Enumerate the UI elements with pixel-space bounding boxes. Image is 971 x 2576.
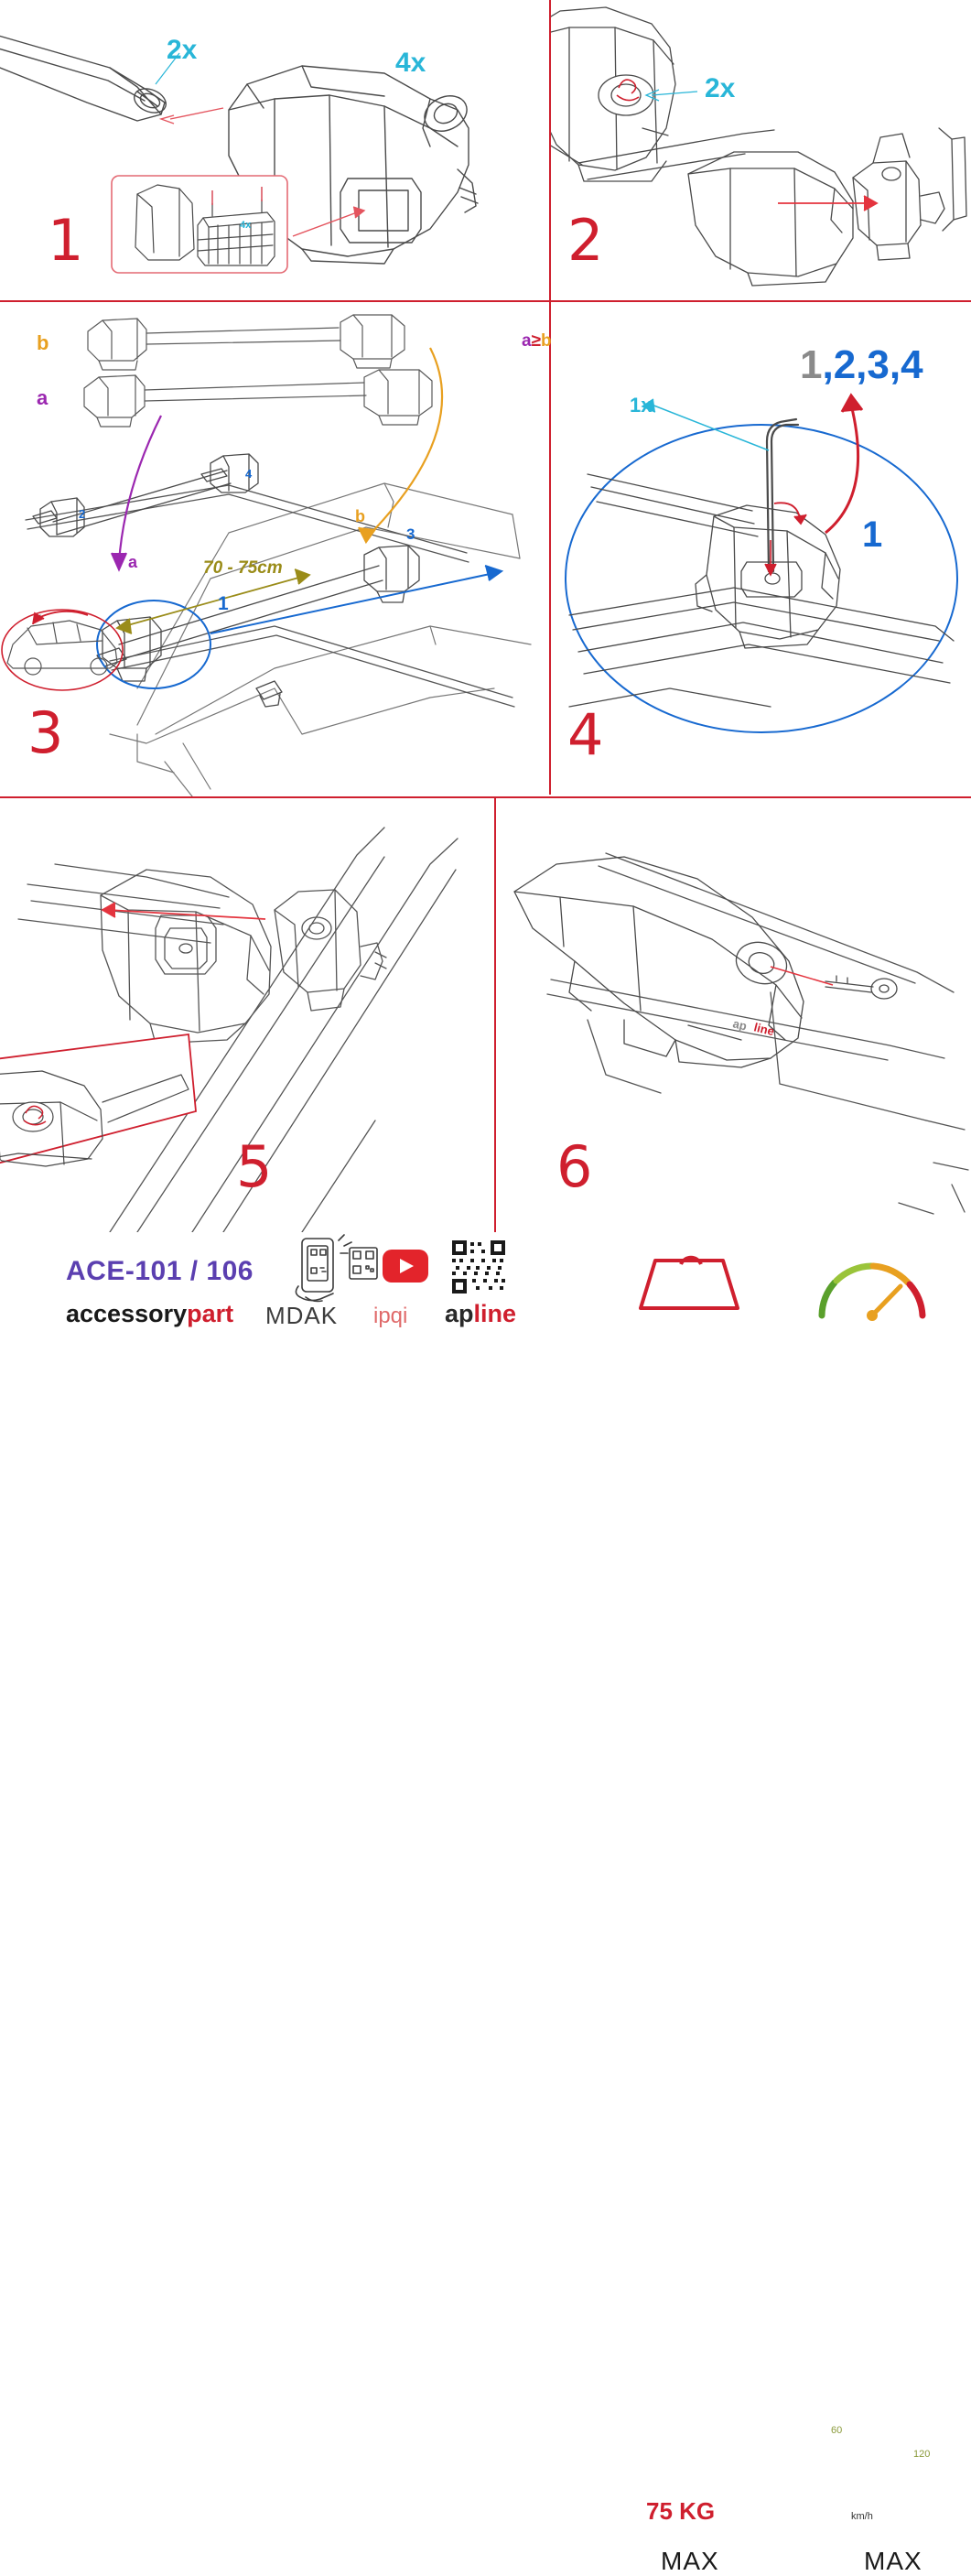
bar-label-b-lower: b — [355, 507, 365, 525]
speed-tick-low: 60 — [831, 2425, 843, 2436]
step-2-panel — [551, 0, 971, 300]
brand-apline — [445, 1300, 516, 1328]
bar-label-a-lower: a — [128, 553, 138, 571]
step-2-number: 2 — [567, 207, 605, 274]
step-2-qty-2x: 2x — [705, 73, 736, 103]
brand-accessorypart — [66, 1300, 233, 1328]
speed-unit-label: km/h — [851, 2511, 873, 2522]
step-1-qty-4x: 4x — [395, 48, 426, 78]
mount-point-1-label: 1 — [218, 593, 229, 614]
mount-point-3-label: 3 — [406, 525, 415, 543]
model-code: ACE-101 / 106 — [66, 1256, 254, 1286]
max-weight-label: MAX — [661, 2547, 719, 2575]
tightening-order-sequence — [800, 342, 923, 388]
step-5-number: 5 — [236, 1133, 274, 1200]
brand-part-text: part — [187, 1300, 234, 1327]
crossbar-spacing-dimension: 70 - 75cm — [203, 558, 283, 578]
step-1-panel — [0, 0, 549, 300]
step-1-inset-note: 4x — [240, 220, 252, 231]
brand-accessory-text: accessory — [66, 1300, 188, 1327]
mount-point-2-label: 2 — [79, 507, 86, 521]
section-divider-2 — [0, 796, 971, 798]
mount-point-4-label: 4 — [245, 467, 253, 481]
order-first: 1 — [800, 342, 823, 387]
step-4-qty-1x: 1x — [630, 394, 653, 417]
max-weight-value: 75 KG — [646, 2497, 716, 2525]
condition-a-greater-b: a≥b — [522, 331, 552, 351]
step-4-detail-number: 1 — [862, 514, 883, 555]
brand-ipqi: ipqi — [373, 1304, 408, 1328]
brand-line-text: line — [473, 1300, 517, 1327]
step-6-panel — [496, 800, 971, 1232]
step-4-panel — [522, 304, 971, 796]
brand-ap-text: ap — [445, 1300, 474, 1327]
step-1-number: 1 — [48, 207, 85, 274]
step-3-number: 3 — [27, 699, 65, 766]
step-2-illustration — [551, 0, 971, 300]
brand-mdak: MDAK — [265, 1302, 339, 1329]
speed-tick-high: 120 — [913, 2449, 931, 2460]
step-3-illustration — [0, 304, 549, 796]
step-1-qty-2x: 2x — [167, 35, 198, 65]
step-5-panel — [0, 800, 494, 1232]
step-6-number: 6 — [556, 1133, 594, 1200]
svg-text:line: line — [752, 1020, 776, 1039]
step-4-number: 4 — [567, 701, 605, 768]
bar-label-a: a — [37, 386, 49, 409]
order-rest: ,2,3,4 — [822, 342, 923, 387]
bar-label-b: b — [37, 331, 49, 354]
step-3-panel — [0, 304, 549, 796]
svg-text:ap: ap — [731, 1016, 749, 1034]
max-speed-label: MAX — [864, 2547, 922, 2575]
section-divider-1 — [0, 300, 971, 302]
